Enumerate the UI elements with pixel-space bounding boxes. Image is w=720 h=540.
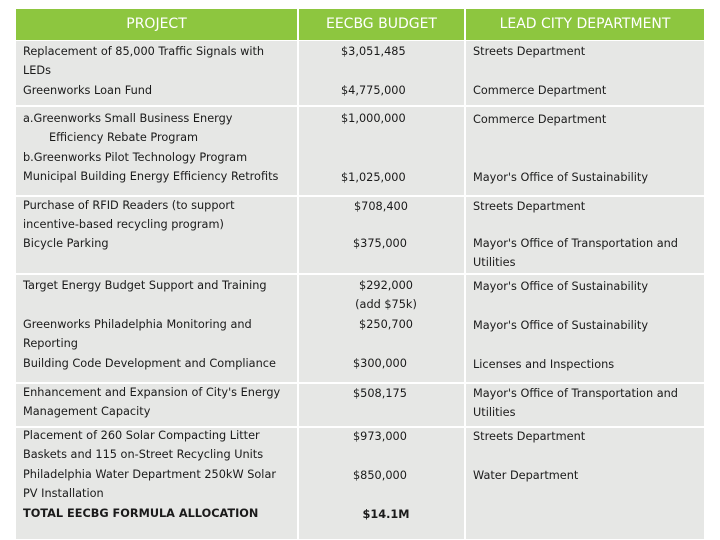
list-item	[23, 148, 289, 167]
budget-cell: $1,000,000	[341, 112, 406, 125]
budget-cell: $3,051,485	[341, 45, 406, 58]
budget-cell: $973,000	[353, 430, 407, 443]
project-cell: Greenworks Philadelphia Monitoring and Reporting	[23, 318, 252, 351]
project-cell: Greenworks Loan Fund	[23, 84, 153, 97]
project-cell: Replacement of 85,000 Traffic Signals with LEDs	[23, 45, 265, 78]
budget-note: (add $75k)	[355, 298, 417, 311]
budget-cell: $250,700	[359, 318, 413, 331]
project-cell: Building Code Development and Compliance	[23, 357, 276, 370]
list-item-text: Greenworks Pilot Technology Program	[33, 150, 248, 164]
header-dept: LEAD CITY DEPARTMENT	[466, 9, 704, 40]
dept-cell: Commerce Department	[473, 113, 607, 126]
project-cell: Enhancement and Expansion of City's Energy Management Capacity	[23, 386, 281, 419]
row-divider	[16, 273, 704, 275]
budget-cell: $708,400	[354, 200, 408, 213]
project-list-cell	[23, 109, 289, 167]
list-marker: b.	[23, 150, 34, 164]
project-cell: Bicycle Parking	[23, 237, 109, 250]
project-cell: Placement of 260 Solar Compacting Litter Baskets and 115 on-Street Recycling Units	[23, 429, 264, 462]
dept-cell: Mayor's Office of Sustainability	[473, 280, 649, 293]
dept-cell: Commerce Department	[473, 84, 607, 97]
budget-cell: $508,175	[353, 387, 407, 400]
budget-cell: $375,000	[353, 237, 407, 250]
list-item-continuation: Efficiency Rebate Program	[49, 131, 199, 145]
row-divider	[16, 105, 704, 107]
project-cell: Philadelphia Water Department 250kW Solar PV Installation	[23, 468, 277, 501]
dept-cell: Mayor's Office of Transportation and Utilities	[473, 237, 678, 270]
budget-cell: $292,000	[359, 279, 413, 292]
dept-cell: Mayor's Office of Transportation and Utilities	[473, 387, 678, 420]
header-budget: EECBG BUDGET	[299, 9, 464, 40]
budget-cell: $850,000	[353, 469, 407, 482]
budget-cell: $4,775,000	[341, 84, 406, 97]
project-cell: Municipal Building Energy Efficiency Retrofits	[23, 170, 279, 183]
header-project: PROJECT	[16, 9, 297, 40]
dept-cell: Streets Department	[473, 45, 586, 58]
total-label: TOTAL EECBG FORMULA ALLOCATION	[23, 507, 259, 520]
budget-cell: $300,000	[353, 357, 407, 370]
total-budget: $14.1M	[362, 508, 410, 521]
list-item	[23, 109, 289, 128]
dept-cell: Water Department	[473, 469, 579, 482]
dept-cell: Streets Department	[473, 430, 586, 443]
budget-cell: $1,025,000	[341, 171, 406, 184]
dept-cell: Licenses and Inspections	[473, 358, 615, 371]
list-item-text: Greenworks Small Business Energy	[33, 112, 233, 125]
dept-cell: Mayor's Office of Sustainability	[473, 319, 649, 332]
dept-cell: Streets Department	[473, 200, 586, 213]
dept-cell: Mayor's Office of Sustainability	[473, 171, 649, 184]
list-marker: a.	[23, 112, 34, 125]
project-cell: Purchase of RFID Readers (to support incentive-based recycling program)	[23, 199, 235, 232]
project-cell: Target Energy Budget Support and Training	[23, 279, 267, 292]
